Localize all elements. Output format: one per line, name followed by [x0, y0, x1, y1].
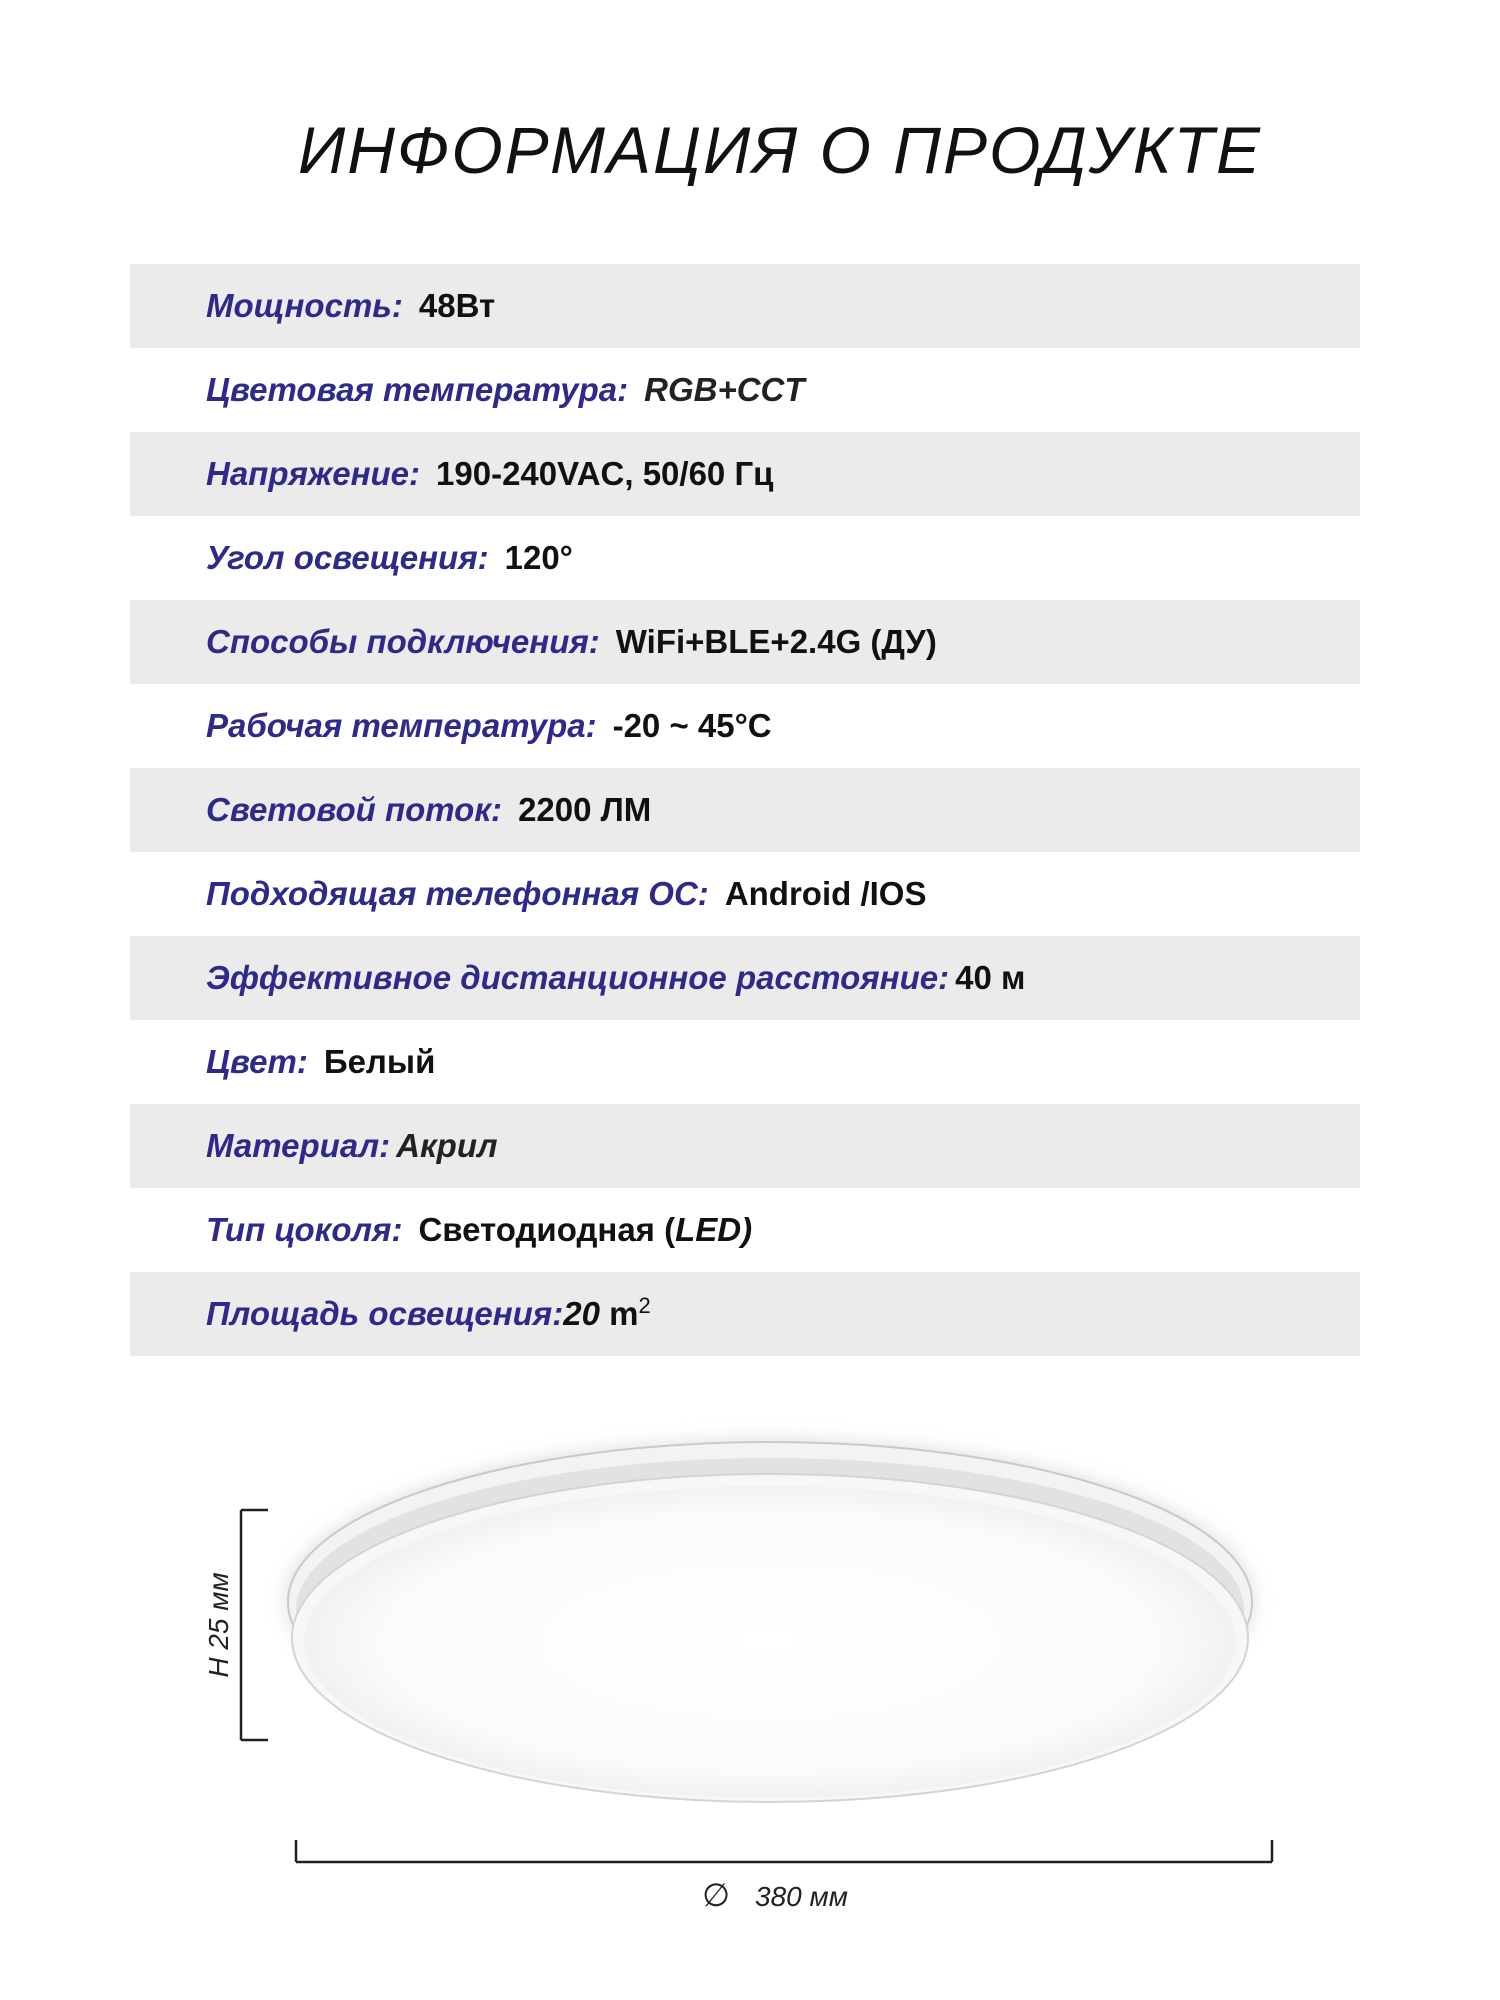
spec-row-luminous-flux	[130, 768, 1360, 852]
diameter-label: 380 мм	[755, 1881, 848, 1912]
diameter-dimension-line	[296, 1840, 1272, 1862]
spec-value: Android /IOS	[724, 875, 927, 912]
spec-value-emphasis: LED)	[675, 1211, 753, 1248]
spec-value: 48Вт	[418, 287, 496, 324]
spec-row-color	[130, 1020, 1360, 1104]
spec-value: Белый	[323, 1043, 436, 1080]
spec-row-color-temperature	[130, 348, 1360, 432]
spec-row-connectivity	[130, 600, 1360, 684]
spec-row-remote-range	[130, 936, 1360, 1020]
ceiling-lamp-image	[286, 1440, 1254, 1802]
spec-label: Световой поток:	[206, 791, 503, 828]
spec-label: Напряжение:	[206, 455, 421, 492]
spec-value-superscript: 2	[638, 1293, 651, 1318]
spec-row-beam-angle	[130, 516, 1360, 600]
spec-table	[130, 264, 1360, 1356]
diameter-symbol-icon: ∅	[702, 1877, 730, 1913]
spec-row-coverage-area	[130, 1272, 1360, 1356]
spec-row-base-type	[130, 1188, 1360, 1272]
spec-label: Площадь освещения:	[206, 1295, 564, 1332]
spec-label: Эффективное дистанционное расстояние:	[206, 959, 950, 996]
spec-value: 40 м	[955, 959, 1026, 996]
spec-row-material	[130, 1104, 1360, 1188]
spec-label: Цвет:	[206, 1043, 308, 1080]
page-title: ИНФОРМАЦИЯ О ПРОДУКТЕ	[298, 113, 1262, 187]
spec-value-unit: m	[599, 1295, 639, 1332]
spec-row-voltage	[130, 432, 1360, 516]
spec-label: Мощность:	[206, 287, 403, 324]
lamp-dimension-drawing	[0, 1420, 1500, 2000]
spec-label: Подходящая телефонная ОС:	[206, 875, 709, 912]
spec-value: -20 ~ 45°C	[612, 707, 772, 744]
spec-row-phone-os	[130, 852, 1360, 936]
spec-label: Способы подключения:	[206, 623, 600, 660]
spec-value: RGB+CCT	[644, 371, 805, 408]
height-dimension-line	[241, 1510, 268, 1740]
spec-value: Акрил	[396, 1127, 498, 1164]
spec-label: Угол освещения:	[206, 539, 489, 576]
spec-value-prefix: Светодиодная (	[418, 1211, 676, 1248]
spec-value: 190-240VAC, 50/60 Гц	[436, 455, 774, 492]
spec-label: Цветовая температура:	[206, 371, 629, 408]
spec-label: Материал:	[206, 1127, 391, 1164]
spec-value: WiFi+BLE+2.4G (ДУ)	[615, 623, 937, 660]
height-label: H 25 мм	[203, 1572, 234, 1678]
spec-value-number: 20	[563, 1295, 600, 1332]
spec-label: Рабочая температура:	[206, 707, 597, 744]
spec-value	[563, 1295, 650, 1333]
spec-row-power	[130, 264, 1360, 348]
spec-value: 2200 ЛМ	[518, 791, 652, 828]
spec-label: Тип цоколя:	[206, 1211, 403, 1248]
spec-value: 120°	[504, 539, 573, 576]
spec-row-operating-temperature	[130, 684, 1360, 768]
spec-value	[418, 1211, 752, 1249]
